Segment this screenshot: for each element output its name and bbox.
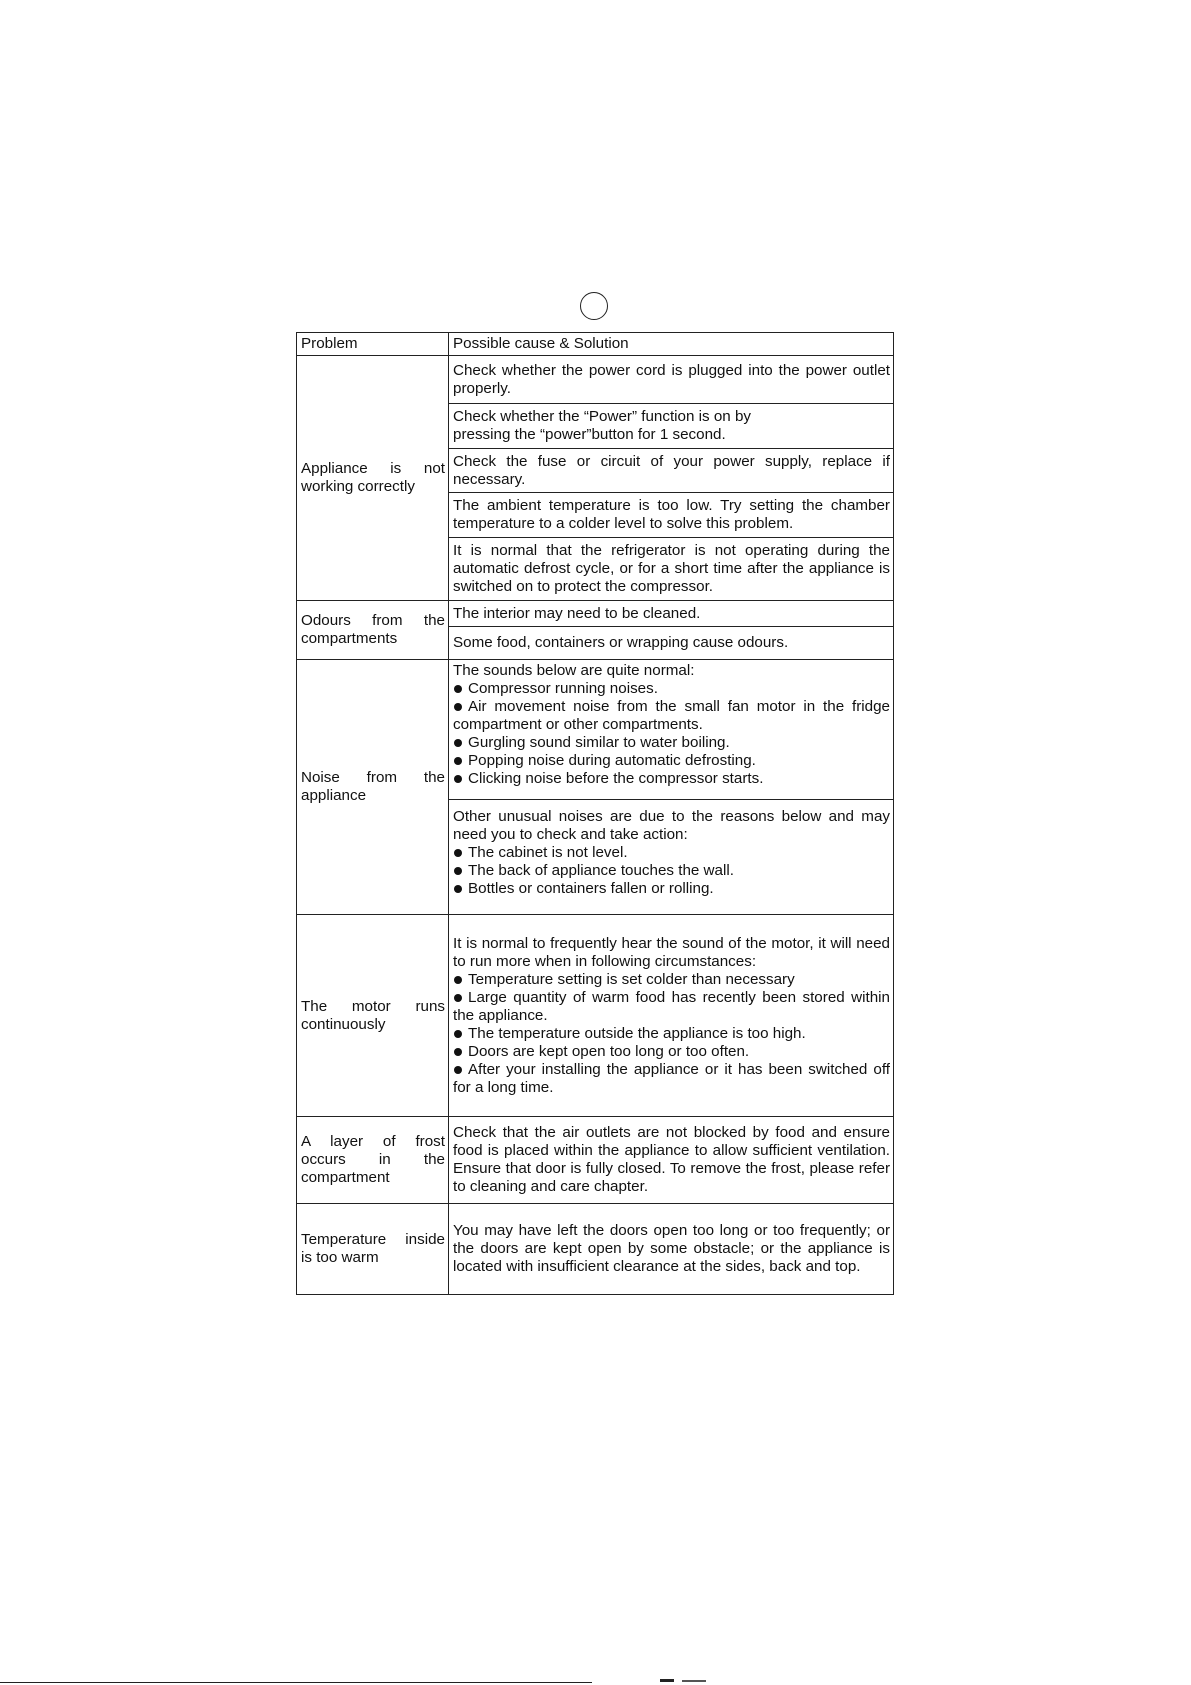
solution-cell: Check the fuse or circuit of your power supply, replace if necessary. <box>449 449 894 493</box>
bullet-item: After your installing the appliance or it has been switched off for a long time. <box>453 1060 890 1096</box>
bullet-item: Gurgling sound similar to water boiling. <box>453 734 890 752</box>
table-row <box>297 660 894 800</box>
bullet-item: Doors are kept open too long or too often. <box>453 1043 890 1061</box>
bullet-item: Air movement noise from the small fan motor in the fridge compartment or other compartments. <box>453 698 890 733</box>
bullet-list <box>453 971 890 1097</box>
bullet-item: Temperature setting is set colder than necessary <box>453 971 890 989</box>
problem-cell: Appliance is not working correctly <box>297 356 449 601</box>
solution-cell <box>449 800 894 915</box>
bullet-item: Large quantity of warm food has recently been stored within the appliance. <box>453 988 890 1024</box>
troubleshooting-table <box>296 332 894 1295</box>
problem-cell: Odours from the compartments <box>297 601 449 660</box>
bullet-item: Popping noise during automatic defrosting. <box>453 752 890 770</box>
solution-intro: It is normal to frequently hear the sound of the motor, it will need to run more when in following circumstances: <box>453 934 890 970</box>
solution-cell: Some food, containers or wrapping cause odours. <box>449 627 894 660</box>
solution-cell: It is normal that the refrigerator is not operating during the automatic defrost cycle, or for a short time after the appliance is switched on to protect the compressor. <box>449 538 894 601</box>
solution-cell <box>449 404 894 449</box>
table-row <box>297 1204 894 1295</box>
footer-mark <box>682 1680 706 1682</box>
solution-intro: The sounds below are quite normal: <box>453 662 695 679</box>
solution-cell: You may have left the doors open too long or too frequently; or the doors are kept open by some obstacle; or the appliance is located with insufficient clearance at the sides, back and top. <box>449 1204 894 1295</box>
bullet-item: Bottles or containers fallen or rolling. <box>453 880 890 898</box>
header-solution: Possible cause & Solution <box>449 333 894 356</box>
solution-line: Check whether the “Power” function is on by <box>453 408 751 425</box>
bullet-item: Compressor running noises. <box>453 680 890 698</box>
solution-intro: Other unusual noises are due to the reasons below and may need you to check and take action: <box>453 808 890 843</box>
solution-line: pressing the “power”button for 1 second. <box>453 426 726 443</box>
solution-cell <box>449 915 894 1117</box>
footer-mark <box>660 1679 674 1682</box>
table-header-row <box>297 333 894 356</box>
bullet-list <box>453 680 890 788</box>
bullet-list <box>453 844 890 898</box>
solution-cell <box>449 660 894 800</box>
problem-cell: The motor runs continuously <box>297 915 449 1117</box>
bullet-item: The back of appliance touches the wall. <box>453 862 890 880</box>
header-problem: Problem <box>297 333 449 356</box>
bullet-item: The cabinet is not level. <box>453 844 890 862</box>
solution-cell: Check that the air outlets are not blocked by food and ensure food is placed within the appliance to allow sufficient ventilation. Ensure that door is fully closed. To remove the frost, please refer to cleaning and care chapter. <box>449 1117 894 1204</box>
solution-cell: Check whether the power cord is plugged into the power outlet properly. <box>449 356 894 404</box>
page-number-circle <box>580 292 608 320</box>
bullet-item: Clicking noise before the compressor starts. <box>453 770 890 788</box>
table-row <box>297 601 894 627</box>
problem-cell: Noise from the appliance <box>297 660 449 915</box>
table-row <box>297 915 894 1117</box>
bullet-item: The temperature outside the appliance is too high. <box>453 1025 890 1043</box>
solution-cell: The interior may need to be cleaned. <box>449 601 894 627</box>
problem-cell: A layer of frost occurs in the compartment <box>297 1117 449 1204</box>
footer-rule <box>0 1682 592 1683</box>
table-row <box>297 356 894 404</box>
solution-cell: The ambient temperature is too low. Try setting the chamber temperature to a colder level to solve this problem. <box>449 493 894 538</box>
problem-cell: Temperature inside is too warm <box>297 1204 449 1295</box>
table-row <box>297 1117 894 1204</box>
